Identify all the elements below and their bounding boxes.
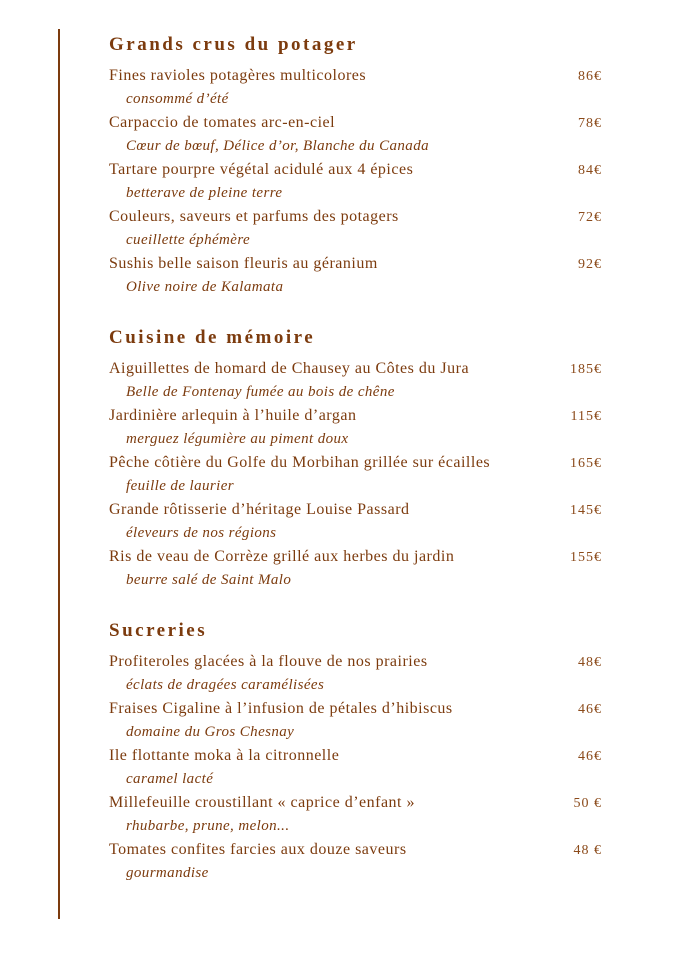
- item-row: [109, 111, 602, 135]
- menu-item: [109, 545, 602, 592]
- left-vertical-rule: [58, 29, 60, 919]
- item-name: Ile flottante moka à la citronnelle: [109, 747, 340, 764]
- item-description: merguez légumière au piment doux: [126, 431, 349, 447]
- menu-content: [109, 34, 602, 913]
- item-description: caramel lacté: [126, 771, 214, 787]
- section-items: [109, 357, 602, 592]
- item-name: Pêche côtière du Golfe du Morbihan grillée sur écailles: [109, 454, 491, 471]
- menu-section: [109, 620, 602, 885]
- menu-item: [109, 111, 602, 158]
- menu-item: [109, 205, 602, 252]
- item-name: Tomates confites farcies aux douze saveurs: [109, 841, 407, 858]
- item-description: Cœur de bœuf, Délice d’or, Blanche du Canada: [126, 138, 429, 154]
- item-name: Carpaccio de tomates arc-en-ciel: [109, 114, 336, 131]
- item-price: 48 €: [573, 843, 602, 858]
- item-name: Fraises Cigaline à l’infusion de pétales d’hibiscus: [109, 700, 453, 717]
- item-row: [109, 697, 602, 721]
- item-price: 115€: [570, 409, 602, 424]
- item-price: 165€: [570, 456, 602, 471]
- item-price: 72€: [578, 210, 602, 225]
- item-name: Tartare pourpre végétal acidulé aux 4 épices: [109, 161, 414, 178]
- item-name: Millefeuille croustillant « caprice d’enfant »: [109, 794, 415, 811]
- item-price: 78€: [578, 116, 602, 131]
- section-title: Grands crus du potager: [109, 34, 358, 55]
- menu-item: [109, 838, 602, 885]
- section-items: [109, 64, 602, 299]
- item-description: Belle de Fontenay fumée au bois de chêne: [126, 384, 395, 400]
- item-description: feuille de laurier: [126, 478, 235, 494]
- menu-item: [109, 791, 602, 838]
- item-price: 92€: [578, 257, 602, 272]
- item-price: 145€: [570, 503, 602, 518]
- item-row: [109, 205, 602, 229]
- item-price: 46€: [578, 702, 602, 717]
- menu-item: [109, 252, 602, 299]
- item-row: [109, 451, 602, 475]
- item-name: Aiguillettes de homard de Chausey au Côtes du Jura: [109, 360, 470, 377]
- item-price: 84€: [578, 163, 602, 178]
- item-description: rhubarbe, prune, melon...: [126, 818, 290, 834]
- item-name: Fines ravioles potagères multicolores: [109, 67, 367, 84]
- item-row: [109, 404, 602, 428]
- item-description: Olive noire de Kalamata: [126, 279, 284, 295]
- item-description: consommé d’été: [126, 91, 229, 107]
- item-description: éleveurs de nos régions: [126, 525, 277, 541]
- item-description: domaine du Gros Chesnay: [126, 724, 295, 740]
- item-description: gourmandise: [126, 865, 209, 881]
- menu-section: [109, 327, 602, 592]
- item-name: Ris de veau de Corrèze grillé aux herbes du jardin: [109, 548, 455, 565]
- item-row: [109, 791, 602, 815]
- menu-item: [109, 451, 602, 498]
- item-description: betterave de pleine terre: [126, 185, 283, 201]
- menu-item: [109, 650, 602, 697]
- item-row: [109, 744, 602, 768]
- item-price: 48€: [578, 655, 602, 670]
- item-price: 155€: [570, 550, 602, 565]
- menu-item: [109, 744, 602, 791]
- item-name: Sushis belle saison fleuris au géranium: [109, 255, 378, 272]
- item-price: 46€: [578, 749, 602, 764]
- item-name: Profiteroles glacées à la flouve de nos prairies: [109, 653, 428, 670]
- item-row: [109, 64, 602, 88]
- section-items: [109, 650, 602, 885]
- item-name: Grande rôtisserie d’héritage Louise Passard: [109, 501, 410, 518]
- menu-item: [109, 498, 602, 545]
- menu-item: [109, 357, 602, 404]
- menu-item: [109, 404, 602, 451]
- menu-item: [109, 158, 602, 205]
- item-price: 50 €: [573, 796, 602, 811]
- item-name: Couleurs, saveurs et parfums des potagers: [109, 208, 399, 225]
- section-title: Sucreries: [109, 620, 208, 641]
- menu-item: [109, 697, 602, 744]
- item-price: 86€: [578, 69, 602, 84]
- item-row: [109, 838, 602, 862]
- item-description: cueillette éphémère: [126, 232, 251, 248]
- item-row: [109, 650, 602, 674]
- item-row: [109, 498, 602, 522]
- item-row: [109, 158, 602, 182]
- section-title: Cuisine de mémoire: [109, 327, 316, 348]
- item-description: éclats de dragées caramélisées: [126, 677, 325, 693]
- item-description: beurre salé de Saint Malo: [126, 572, 292, 588]
- menu-section: [109, 34, 602, 299]
- item-row: [109, 252, 602, 276]
- item-row: [109, 357, 602, 381]
- item-row: [109, 545, 602, 569]
- menu-item: [109, 64, 602, 111]
- item-name: Jardinière arlequin à l’huile d’argan: [109, 407, 357, 424]
- item-price: 185€: [570, 362, 602, 377]
